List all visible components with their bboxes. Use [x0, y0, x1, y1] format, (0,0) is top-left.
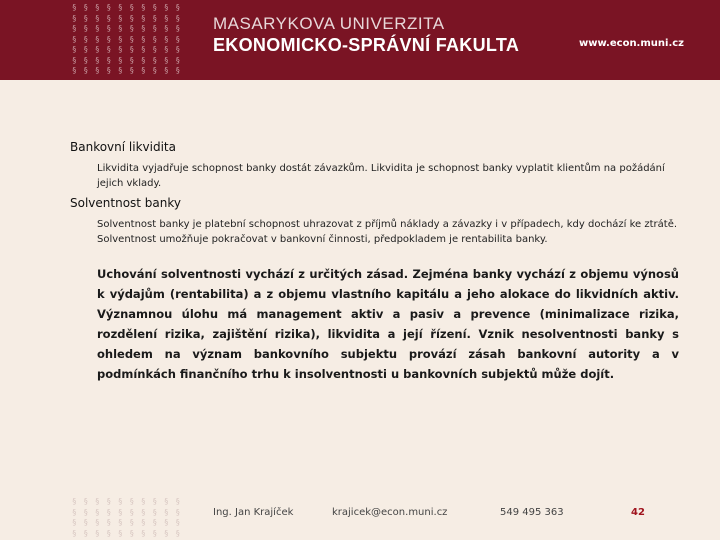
logo-glyph: §: [106, 34, 112, 44]
logo-glyph: §: [117, 497, 123, 506]
logo-glyph: §: [83, 13, 89, 23]
logo-glyph: §: [129, 13, 135, 23]
logo-glyph: §: [175, 45, 181, 55]
logo-glyph: §: [94, 3, 100, 12]
logo-glyph: §: [106, 497, 112, 506]
logo-glyph: §: [175, 66, 181, 76]
logo-glyph: §: [175, 13, 181, 23]
logo-glyph: §: [94, 66, 100, 76]
logo-glyph: §: [175, 3, 181, 12]
logo-glyph: §: [71, 528, 77, 538]
logo-glyph: §: [117, 528, 123, 538]
logo-glyph: §: [71, 497, 77, 506]
logo-glyph: §: [117, 13, 123, 23]
logo-glyph: §: [71, 45, 77, 55]
logo-glyph: §: [140, 13, 146, 23]
logo-glyph: §: [175, 528, 181, 538]
logo-glyph: §: [117, 518, 123, 527]
logo-glyph: §: [71, 34, 77, 44]
logo-glyph: §: [83, 518, 89, 527]
logo-glyph: §: [94, 55, 100, 65]
logo-glyph: §: [152, 55, 158, 65]
logo-glyph: §: [140, 518, 146, 527]
logo-glyph: §: [129, 518, 135, 527]
logo-glyph: §: [140, 55, 146, 65]
logo-glyph: §: [106, 518, 112, 527]
logo-glyph: §: [129, 24, 135, 34]
logo-glyph: §: [117, 55, 123, 65]
logo-glyph: §: [175, 34, 181, 44]
logo-glyph: §: [163, 24, 169, 34]
logo-glyph: §: [152, 528, 158, 538]
logo-glyph: §: [175, 518, 181, 527]
logo-glyph: §: [83, 497, 89, 506]
logo-glyph: §: [163, 13, 169, 23]
logo-glyph: §: [117, 45, 123, 55]
logo-glyph: §: [94, 497, 100, 506]
logo-glyph: §: [83, 45, 89, 55]
logo-glyph: §: [106, 528, 112, 538]
logo-glyph: §: [71, 518, 77, 527]
logo-glyph: §: [140, 24, 146, 34]
logo-glyph: §: [129, 66, 135, 76]
logo-glyph: §: [129, 45, 135, 55]
logo-glyph: §: [94, 45, 100, 55]
logo-glyph: §: [129, 497, 135, 506]
logo-glyph: §: [163, 3, 169, 12]
university-name: MASARYKOVA UNIVERZITA: [213, 14, 445, 33]
logo-glyph: §: [152, 518, 158, 527]
faculty-name: EKONOMICKO-SPRÁVNÍ FAKULTA: [213, 35, 520, 55]
logo-glyph: §: [163, 528, 169, 538]
logo-glyph: §: [71, 3, 77, 12]
logo-glyph: §: [140, 45, 146, 55]
website-url[interactable]: www.econ.muni.cz: [578, 38, 684, 49]
logo-glyph: §: [71, 24, 77, 34]
logo-glyph: §: [129, 507, 135, 517]
logo-glyph: §: [106, 3, 112, 12]
logo-glyph: §: [152, 13, 158, 23]
logo-glyph: §: [152, 507, 158, 517]
logo-glyph: §: [71, 55, 77, 65]
text-bank-solvency: Solventnost banky je platební schopnost uhrazovat z příjmů náklady a závazky i v případech, kdy dochází ke ztrátě. Solventnost umožňuje pokračovat v bankovní činnosti, předpokladem je rentabilita banky.: [97, 219, 678, 245]
logo-glyph: §: [106, 55, 112, 65]
logo-glyph: §: [71, 66, 77, 76]
logo-glyph: §: [175, 507, 181, 517]
logo-glyph: §: [175, 24, 181, 34]
logo-glyph: §: [94, 34, 100, 44]
footer-email[interactable]: krajicek@econ.muni.cz: [332, 507, 448, 518]
logo-glyph: §: [106, 45, 112, 55]
main-paragraph: Uchování solventnosti vychází z určitých zásad. Zejména banky vychází z objemu výnosů k výdajům (rentabilita) a z objemu vlastního kapitálu a jeho alokace do likvidních aktiv. Významnou úlohu má management aktiv a pasiv a prevence (minimalizace rizika, rozdělení rizika, zajištění rizika), likvidita a její řízení. Vznik nesolventnosti banky s ohledem na význam bankovního subjektu provází zásah bankovní autority a v podmínkách finančního trhu k insolventnosti u bankovních subjektů může dojít.: [97, 267, 679, 381]
logo-glyph: §: [117, 507, 123, 517]
logo-glyph: §: [163, 55, 169, 65]
logo-glyph: §: [163, 45, 169, 55]
logo-glyph: §: [140, 507, 146, 517]
logo-glyph: §: [129, 528, 135, 538]
logo-glyph: §: [152, 497, 158, 506]
heading-bank-liquidity: Bankovní likvidita: [70, 140, 176, 154]
logo-glyph: §: [152, 24, 158, 34]
logo-glyph: §: [117, 24, 123, 34]
logo-glyph: §: [117, 34, 123, 44]
footer-logo-pattern: [70, 498, 182, 538]
logo-glyph: §: [94, 13, 100, 23]
logo-glyph: §: [106, 66, 112, 76]
logo-glyph: §: [129, 55, 135, 65]
logo-glyph: §: [83, 528, 89, 538]
logo-glyph: §: [140, 497, 146, 506]
logo-glyph: §: [152, 3, 158, 12]
heading-bank-solvency: Solventnost banky: [70, 196, 182, 210]
logo-glyph: §: [129, 3, 135, 12]
logo-glyph: §: [140, 66, 146, 76]
logo-glyph: §: [129, 34, 135, 44]
logo-glyph: §: [163, 497, 169, 506]
logo-glyph: §: [83, 66, 89, 76]
logo-glyph: §: [83, 507, 89, 517]
logo-glyph: §: [83, 34, 89, 44]
university-logo-pattern: [70, 4, 182, 76]
logo-glyph: §: [152, 66, 158, 76]
logo-glyph: §: [163, 66, 169, 76]
logo-glyph: §: [140, 34, 146, 44]
logo-glyph: §: [94, 518, 100, 527]
logo-glyph: §: [140, 528, 146, 538]
logo-glyph: §: [94, 507, 100, 517]
logo-glyph: §: [117, 3, 123, 12]
logo-glyph: §: [106, 13, 112, 23]
logo-glyph: §: [152, 45, 158, 55]
logo-glyph: §: [117, 66, 123, 76]
logo-glyph: §: [140, 3, 146, 12]
logo-glyph: §: [175, 497, 181, 506]
logo-glyph: §: [163, 518, 169, 527]
logo-glyph: §: [83, 3, 89, 12]
logo-glyph: §: [71, 13, 77, 23]
text-bank-liquidity: Likvidita vyjadřuje schopnost banky dostát závazkům. Likvidita je schopnost banky vyplatit klientům na požádání jejich vklady.: [97, 163, 665, 189]
logo-glyph: §: [106, 507, 112, 517]
footer-author: Ing. Jan Krajíček: [213, 507, 294, 518]
page-number: 42: [631, 507, 645, 518]
logo-glyph: §: [94, 528, 100, 538]
logo-glyph: §: [94, 24, 100, 34]
logo-glyph: §: [106, 24, 112, 34]
logo-glyph: §: [163, 34, 169, 44]
logo-glyph: §: [152, 34, 158, 44]
logo-glyph: §: [175, 55, 181, 65]
logo-glyph: §: [83, 24, 89, 34]
header-bar: [0, 0, 720, 80]
logo-glyph: §: [71, 507, 77, 517]
logo-glyph: §: [83, 55, 89, 65]
logo-glyph: §: [163, 507, 169, 517]
footer-phone: 549 495 363: [500, 507, 564, 518]
